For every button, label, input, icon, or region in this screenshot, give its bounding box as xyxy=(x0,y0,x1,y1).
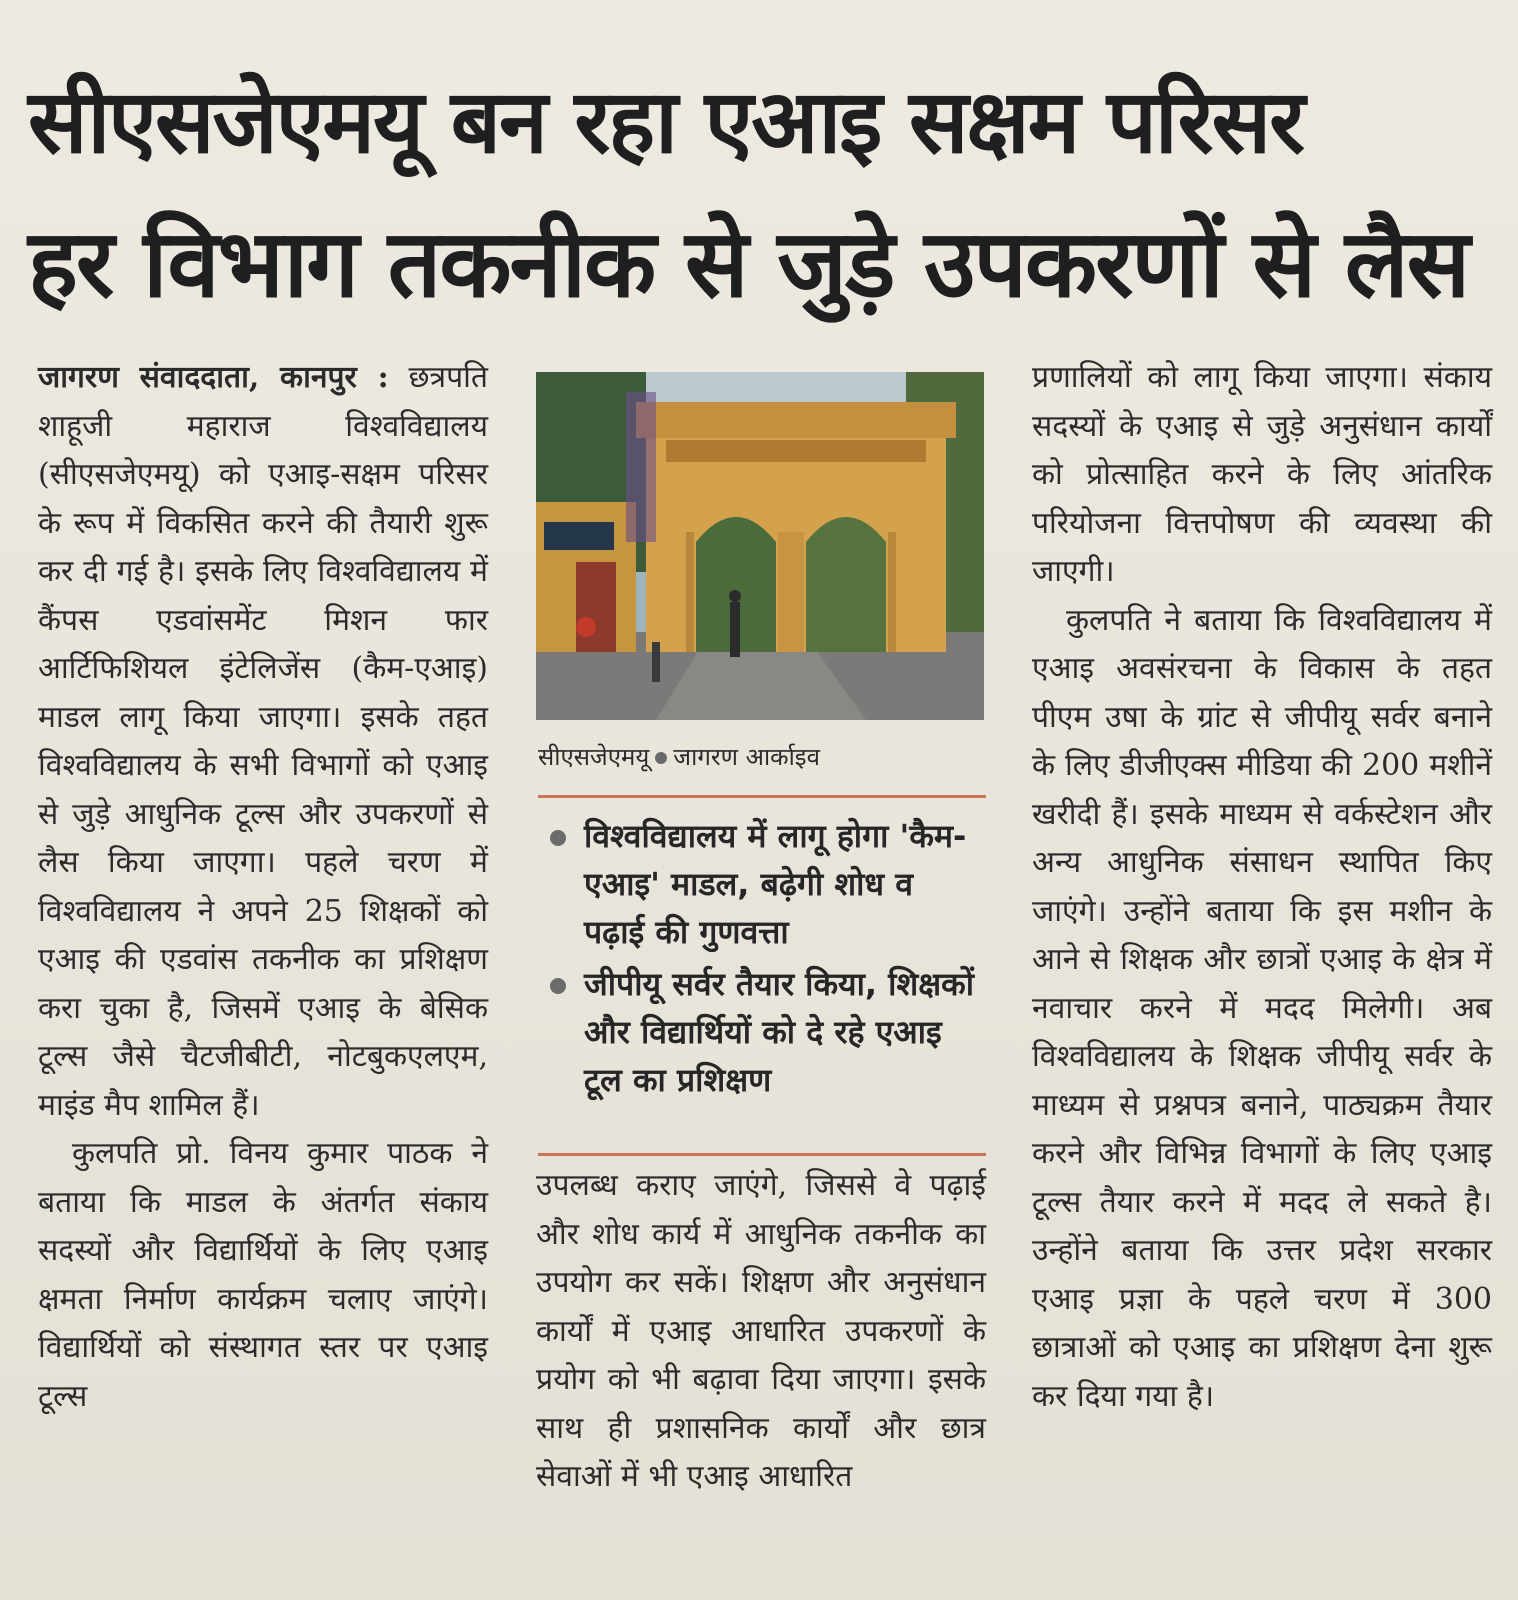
highlight-text: विश्वविद्यालय में लागू होगा 'कैम-एआइ' माडल, बढ़ेगी शोध व पढ़ाई की गुणवत्ता xyxy=(584,817,967,951)
article-column-1 xyxy=(38,354,488,1421)
university-gate-photo xyxy=(536,372,984,720)
article-paragraph xyxy=(38,354,488,1130)
article-column-2 xyxy=(536,1162,986,1502)
article-paragraph: उपलब्ध कराए जाएंगे, जिससे वे पढ़ाई और शोध कार्य में आधुनिक तकनीक का उपयोग कर सकें। शिक्षण और अनुसंधान कार्यों में एआइ आधारित उपकरणों के प्रयोग को भी बढ़ावा दिया जाएगा। इसके साथ ही प्रशासनिक कार्यों और छात्र सेवाओं में भी एआइ आधारित xyxy=(536,1168,986,1494)
article-column-3 xyxy=(1032,354,1492,1421)
article-text: छत्रपति शाहूजी महाराज विश्वविद्यालय (सीएसजेएमयू) को एआइ-सक्षम परिसर के रूप में विकसित करने की तैयारी शुरू कर दी गई है। इसके लिए विश्वविद्यालय में कैंपस एडवांसमेंट मिशन फार आर्टिफिशियल इंटेलिजेंस (कैम-एआइ) माडल लागू किया जाएगा। इसके तहत विश्वविद्यालय के सभी विभागों को एआइ से जुड़े आधुनिक टूल्स और उपकरणों से लैस किया जाएगा। पहले चरण में विश्वविद्यालय ने अपने 25 शिक्षकों को एआइ की एडवांस तकनीक का प्रशिक्षण करा चुका है, जिसमें एआइ के बेसिक टूल्स जैसे चैटजीबीटी, नोटबुकएलएम, माइंड मैप शामिल हैं। xyxy=(38,360,488,1123)
bullet-icon xyxy=(550,830,566,846)
headline-line-1: सीएसजेएमयू बन रहा एआइ सक्षम परिसर xyxy=(28,70,1304,173)
highlight-text: जीपीयू सर्वर तैयार किया, शिक्षकों और विद्यार्थियों को दे रहे एआइ टूल का प्रशिक्षण xyxy=(584,965,975,1099)
divider-bottom xyxy=(538,1153,986,1156)
highlight-item xyxy=(550,812,980,956)
bullet-icon xyxy=(550,978,566,994)
bullet-dot-icon xyxy=(655,752,667,764)
byline: जागरण संवाददाता, कानपुर : xyxy=(38,360,389,395)
article-paragraph: कुलपति ने बताया कि विश्वविद्यालय में एआइ अवसंरचना के विकास के तहत पीएम उषा के ग्रांट से जीपीयू सर्वर बनाने के लिए डीजीएक्स मीडिया की 200 मशीनें खरीदी हैं। इसके माध्यम से वर्कस्टेशन और अन्य आधुनिक संसाधन स्थापित किए जाएंगे। उन्होंने बताया कि इस मशीन के आने से शिक्षक और छात्रों एआइ के क्षेत्र में नवाचार करने में मदद मिलेगी। अब विश्वविद्यालय के शिक्षक जीपीयू सर्वर के माध्यम से प्रश्नपत्र बनाने, पाठ्यक्रम तैयार करने और विभिन्न विभागों के लिए एआइ टूल्स तैयार करने में मदद ले सकते है। उन्होंने बताया कि उत्तर प्रदेश सरकार एआइ प्रज्ञा के पहले चरण में 300 छात्राओं को एआइ का प्रशिक्षण देना शुरू कर दिया गया है। xyxy=(1032,602,1492,1414)
caption-credit: जागरण आर्काइव xyxy=(673,743,820,771)
headline-line-2: हर विभाग तकनीक से जुड़े उपकरणों से लैस xyxy=(28,210,1469,319)
highlight-item xyxy=(550,960,980,1104)
caption-subject: सीएसजेएमयू xyxy=(538,743,650,771)
divider-top xyxy=(538,795,986,798)
highlights-box xyxy=(550,812,980,1108)
article-paragraph: प्रणालियों को लागू किया जाएगा। संकाय सदस्यों के एआइ से जुड़े अनुसंधान कार्यों को प्रोत्साहित करने के लिए आंतरिक परियोजना वित्तपोषण की व्यवस्था की जाएगी। xyxy=(1032,360,1492,589)
article-paragraph: कुलपति प्रो. विनय कुमार पाठक ने बताया कि माडल के अंतर्गत संकाय सदस्यों और विद्यार्थियों के लिए एआइ क्षमता निर्माण कार्यक्रम चलाए जाएंगे। विद्यार्थियों को संस्थागत स्तर पर एआइ टूल्स xyxy=(38,1136,488,1414)
photo-caption xyxy=(538,740,978,773)
gate-illustration xyxy=(536,372,984,720)
